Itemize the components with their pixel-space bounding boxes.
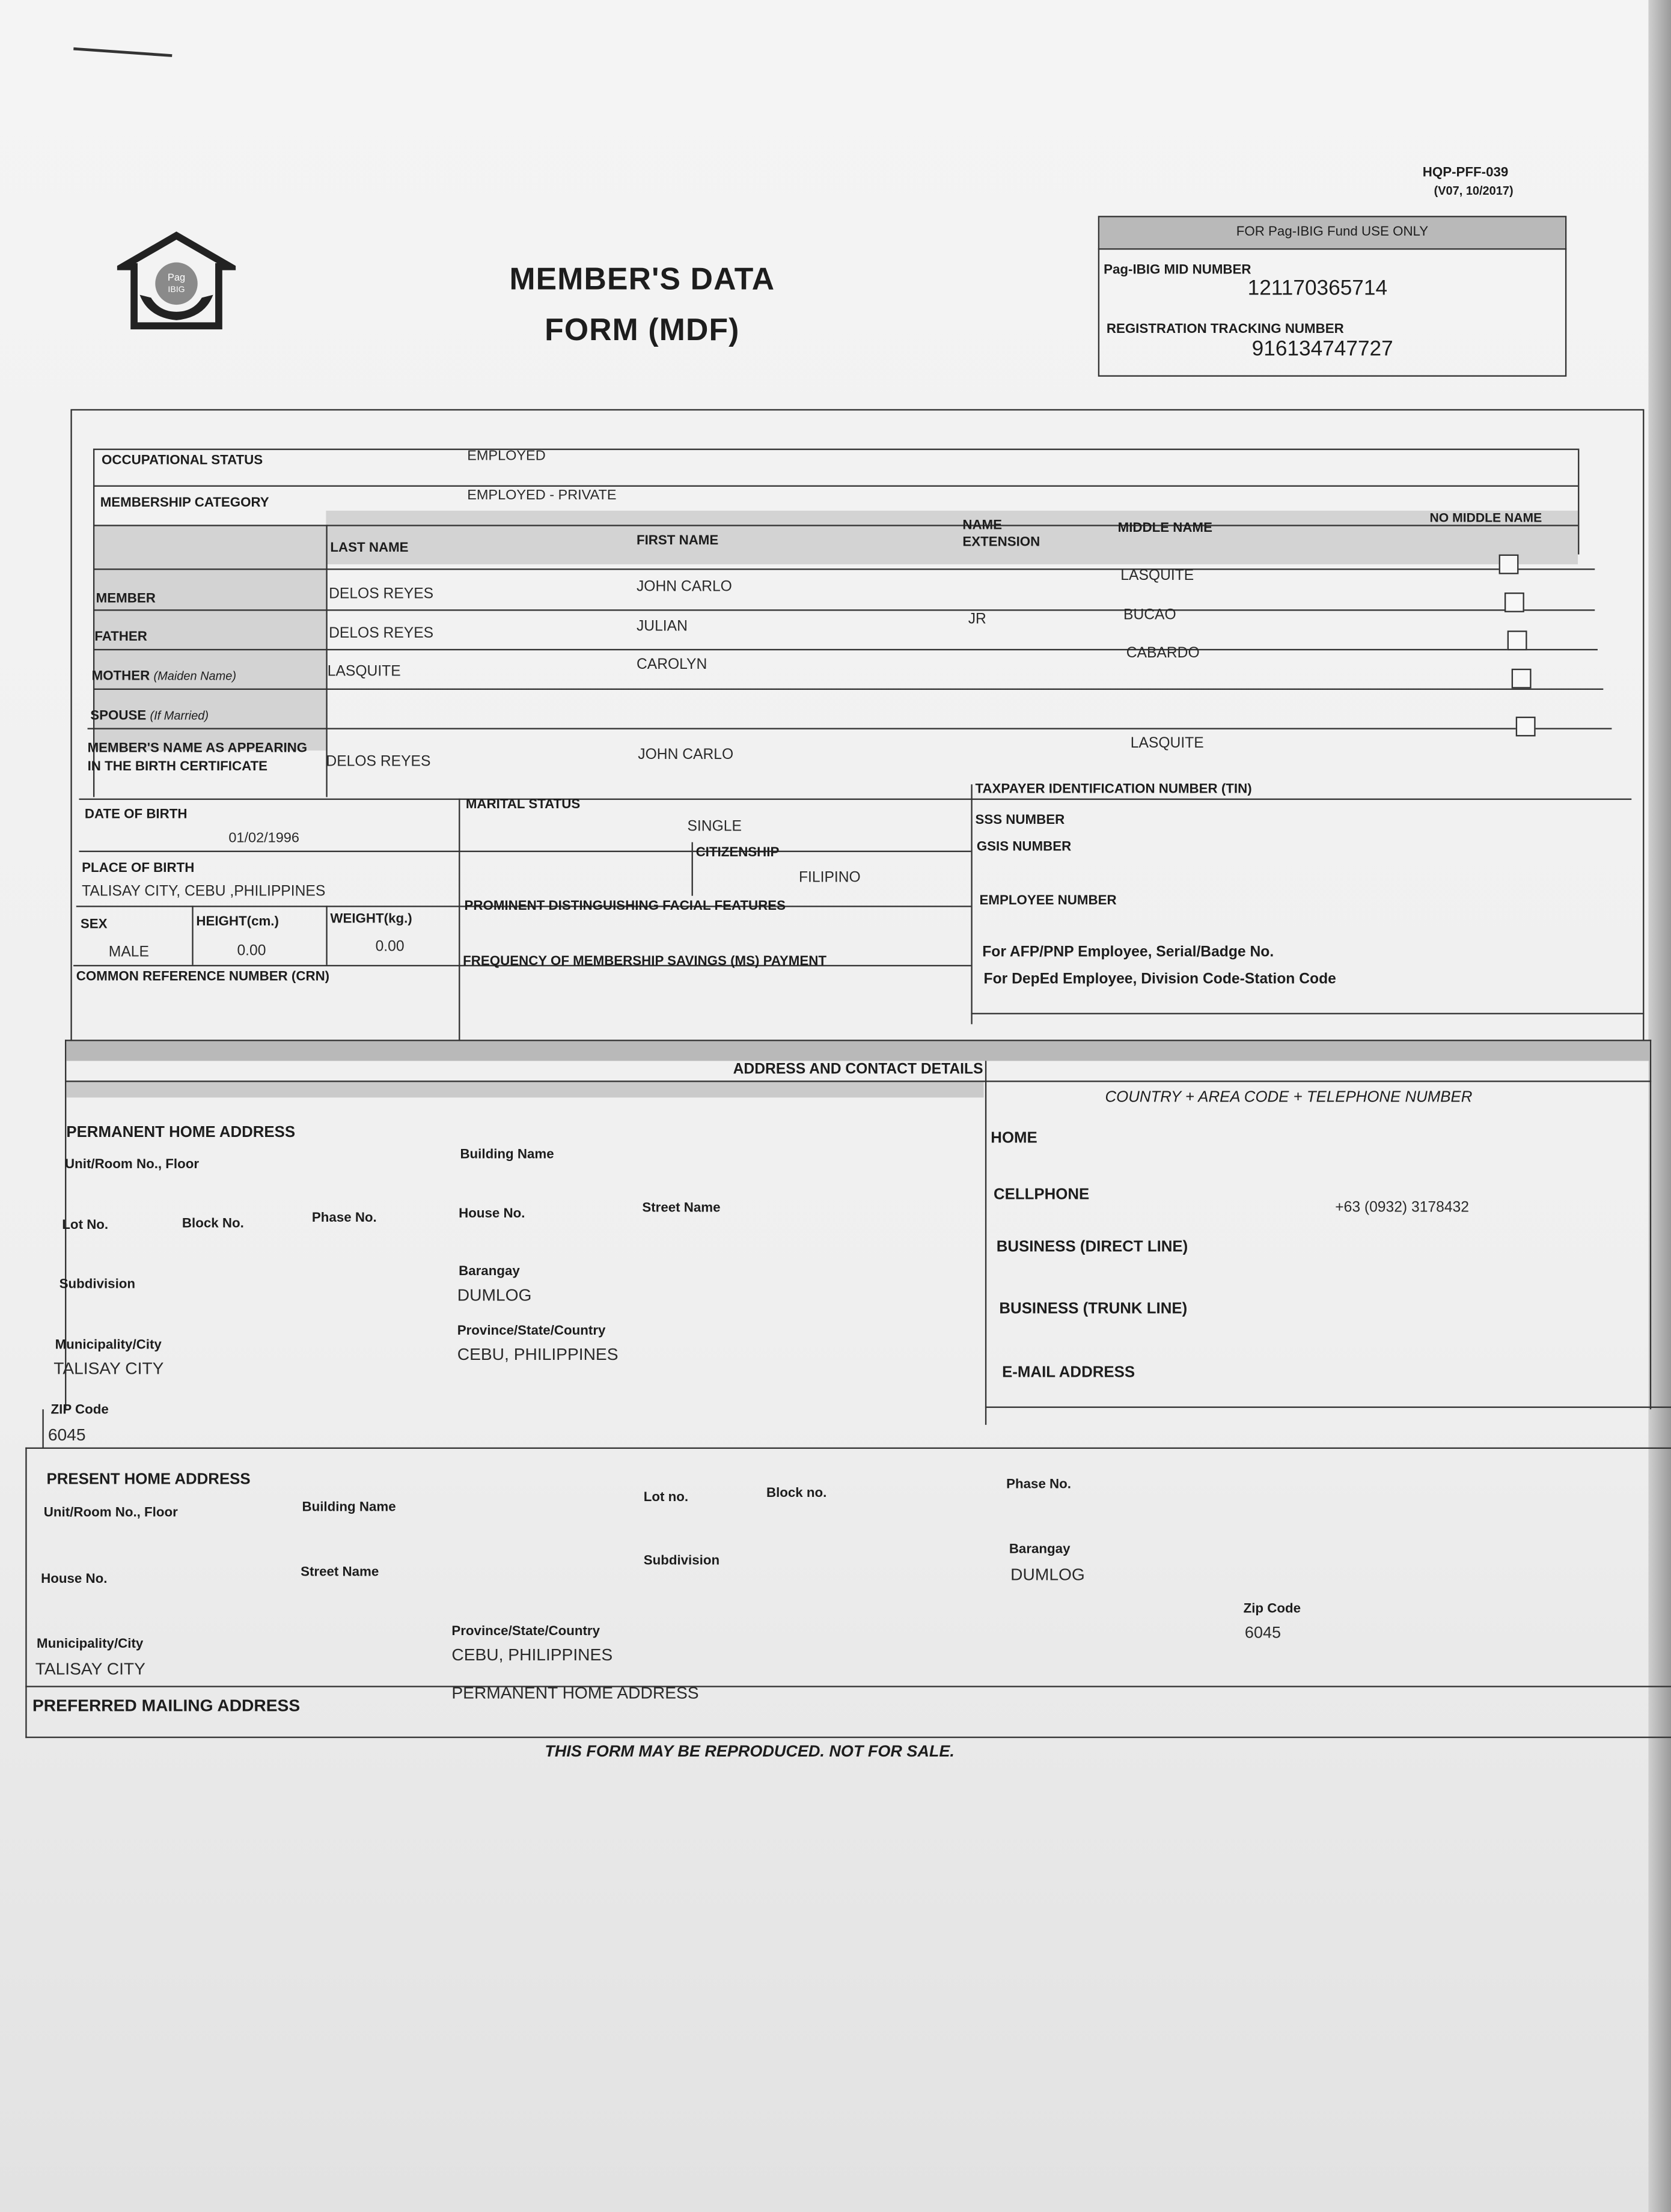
pres-zip-label: Zip Code	[1243, 1601, 1301, 1617]
perm-province-value: CEBU, PHILIPPINES	[457, 1344, 619, 1365]
svg-text:IBIG: IBIG	[168, 284, 185, 294]
dob-value: 01/02/1996	[228, 830, 299, 847]
title-line-1: MEMBER'S DATA	[509, 261, 775, 296]
row-label-birth-certificate: MEMBER'S NAME AS APPEARING IN THE BIRTH CERTIFICATE	[87, 740, 308, 775]
pres-building-label: Building Name	[302, 1499, 396, 1516]
col-last-name: LAST NAME	[330, 540, 409, 556]
ms-payment-frequency-label: FREQUENCY OF MEMBERSHIP SAVINGS (MS) PAYMENT	[463, 953, 826, 969]
pres-zip-value: 6045	[1244, 1625, 1282, 1642]
perm-phase-label: Phase No.	[311, 1210, 377, 1226]
perm-lot-label: Lot No.	[62, 1217, 109, 1233]
pres-street-label: Street Name	[301, 1564, 379, 1580]
pres-lot-label: Lot no.	[643, 1490, 689, 1505]
deped-label: For DepEd Employee, Division Code-Station Code	[983, 970, 1336, 988]
sex-value: MALE	[108, 943, 149, 961]
permanent-address-title: PERMANENT HOME ADDRESS	[66, 1124, 296, 1142]
birthcert-no-middle-checkbox[interactable]	[1516, 717, 1536, 737]
facial-features-label: PROMINENT DISTINGUISHING FACIAL FEATURES	[464, 898, 786, 915]
membership-category-label: MEMBERSHIP CATEGORY	[100, 495, 269, 511]
col-no-middle-name: NO MIDDLE NAME	[1429, 510, 1542, 525]
birthcert-first-name: JOHN CARLO	[638, 746, 734, 764]
pres-unit-label: Unit/Room No., Floor	[43, 1505, 178, 1521]
pres-house-label: House No.	[41, 1571, 108, 1588]
preferred-mailing-value: PERMANENT HOME ADDRESS	[451, 1683, 699, 1703]
name-header-row	[326, 511, 1578, 564]
mother-no-middle-checkbox[interactable]	[1508, 630, 1527, 650]
pres-municipality-label: Municipality/City	[37, 1636, 144, 1653]
employee-number-label: EMPLOYEE NUMBER	[979, 893, 1117, 909]
business-direct-label: BUSINESS (DIRECT LINE)	[996, 1239, 1188, 1256]
place-of-birth-label: PLACE OF BIRTH	[82, 861, 195, 876]
occupational-status-value: EMPLOYED	[467, 448, 546, 465]
title-line-2: FORM (MDF)	[545, 311, 740, 347]
mother-last-name: LASQUITE	[327, 663, 401, 680]
cellphone-label: CELLPHONE	[993, 1186, 1090, 1204]
citizenship-label: CITIZENSHIP	[695, 845, 780, 861]
perm-province-label: Province/State/Country	[457, 1323, 606, 1339]
height-value: 0.00	[237, 942, 266, 960]
mother-label: MOTHER	[91, 668, 150, 684]
perm-municipality-label: Municipality/City	[55, 1337, 162, 1353]
father-last-name: DELOS REYES	[329, 624, 434, 642]
email-label: E-MAIL ADDRESS	[1002, 1364, 1135, 1382]
mother-first-name: CAROLYN	[636, 656, 707, 673]
crn-label: COMMON REFERENCE NUMBER (CRN)	[76, 969, 330, 985]
birthcert-middle-name: LASQUITE	[1130, 735, 1204, 752]
row-label-mother	[92, 669, 236, 684]
pres-municipality-value: TALISAY CITY	[35, 1659, 145, 1679]
weight-value: 0.00	[375, 938, 405, 955]
perm-unit-label: Unit/Room No., Floor	[65, 1157, 200, 1172]
father-name-extension: JR	[968, 611, 986, 628]
pres-barangay-value: DUMLOG	[1010, 1564, 1085, 1585]
row-label-spouse	[90, 708, 209, 724]
height-label: HEIGHT(cm.)	[196, 914, 279, 930]
col-name-extension: NAME EXTENSION	[962, 517, 1040, 550]
pres-block-label: Block no.	[766, 1485, 827, 1501]
perm-house-label: House No.	[459, 1206, 525, 1222]
pres-province-value: CEBU, PHILIPPINES	[451, 1645, 613, 1665]
page-title	[445, 254, 840, 356]
perm-subdivision-label: Subdivision	[59, 1276, 136, 1293]
membership-category-value: EMPLOYED - PRIVATE	[467, 488, 617, 504]
perm-building-label: Building Name	[460, 1147, 554, 1163]
row-label-member: MEMBER	[96, 591, 156, 607]
pen-mark	[73, 47, 172, 57]
address-section-title: ADDRESS AND CONTACT DETAILS	[733, 1061, 983, 1078]
form-version: (V07, 10/2017)	[1434, 183, 1514, 198]
dob-label: DATE OF BIRTH	[84, 806, 188, 823]
sss-label: SSS NUMBER	[975, 812, 1065, 829]
gsis-label: GSIS NUMBER	[976, 839, 1072, 855]
present-address-title: PRESENT HOME ADDRESS	[46, 1471, 251, 1488]
perm-block-label: Block No.	[182, 1216, 244, 1232]
member-no-middle-checkbox[interactable]	[1499, 555, 1519, 574]
fund-box-title: FOR Pag-IBIG Fund USE ONLY	[1236, 224, 1429, 240]
col-middle-name: MIDDLE NAME	[1117, 520, 1213, 537]
preferred-mailing-label: PREFERRED MAILING ADDRESS	[32, 1695, 301, 1716]
svg-text:Pag: Pag	[167, 272, 186, 284]
sex-label: SEX	[80, 916, 108, 933]
rtn-label: REGISTRATION TRACKING NUMBER	[1106, 321, 1344, 338]
business-trunk-label: BUSINESS (TRUNK LINE)	[999, 1300, 1188, 1318]
present-address-box	[25, 1448, 1671, 1738]
father-no-middle-checkbox[interactable]	[1505, 593, 1524, 612]
mother-middle-name: CABARDO	[1126, 644, 1200, 662]
pagibig-logo	[117, 230, 236, 332]
reproduction-note: THIS FORM MAY BE REPRODUCED. NOT FOR SALE.	[545, 1743, 955, 1761]
phone-format-header: COUNTRY + AREA CODE + TELEPHONE NUMBER	[1105, 1089, 1473, 1106]
perm-barangay-value: DUMLOG	[457, 1285, 532, 1305]
father-first-name: JULIAN	[636, 618, 688, 635]
form-code: HQP-PFF-039	[1422, 165, 1509, 181]
home-phone-label: HOME	[991, 1130, 1037, 1147]
place-of-birth-value: TALISAY CITY, CEBU ,PHILIPPINES	[82, 883, 326, 900]
pres-phase-label: Phase No.	[1006, 1476, 1071, 1493]
marital-status-label: MARITAL STATUS	[465, 797, 581, 813]
tin-label: TAXPAYER IDENTIFICATION NUMBER (TIN)	[975, 781, 1252, 797]
address-band-bottom	[66, 1080, 983, 1097]
afp-pnp-label: For AFP/PNP Employee, Serial/Badge No.	[982, 943, 1274, 961]
mid-value: 121170365714	[1247, 276, 1388, 301]
perm-zip-label: ZIP Code	[50, 1402, 109, 1418]
pres-province-label: Province/State/Country	[451, 1624, 600, 1639]
weight-label: WEIGHT(kg.)	[330, 911, 412, 927]
spouse-label: SPOUSE	[90, 708, 147, 724]
mother-note: (Maiden Name)	[153, 668, 237, 683]
rtn-value: 916134747727	[1251, 337, 1393, 361]
row-label-father: FATHER	[94, 629, 147, 645]
house-hands-logo-icon	[117, 230, 236, 332]
col-first-name: FIRST NAME	[636, 533, 719, 549]
perm-municipality-value: TALISAY CITY	[53, 1358, 164, 1379]
occupational-status-label: OCCUPATIONAL STATUS	[102, 452, 263, 469]
cellphone-value: +63 (0932) 3178432	[1335, 1199, 1469, 1216]
marital-status-value: SINGLE	[687, 818, 742, 835]
spouse-note: (If Married)	[150, 708, 209, 722]
citizenship-value: FILIPINO	[798, 869, 861, 886]
mid-label: Pag-IBIG MID NUMBER	[1104, 262, 1251, 278]
page-edge-shadow	[1648, 0, 1671, 2212]
address-band-top	[66, 1041, 1649, 1061]
father-middle-name: BUCAO	[1123, 606, 1176, 624]
member-middle-name: LASQUITE	[1120, 567, 1194, 584]
perm-zip-value: 6045	[47, 1425, 86, 1445]
member-first-name: JOHN CARLO	[636, 578, 732, 596]
perm-barangay-label: Barangay	[459, 1264, 520, 1280]
member-last-name: DELOS REYES	[329, 585, 434, 603]
pres-subdivision-label: Subdivision	[643, 1553, 720, 1569]
birthcert-last-name: DELOS REYES	[326, 753, 431, 770]
perm-street-label: Street Name	[642, 1200, 721, 1216]
spouse-no-middle-checkbox[interactable]	[1512, 669, 1532, 689]
pres-barangay-label: Barangay	[1009, 1541, 1071, 1558]
